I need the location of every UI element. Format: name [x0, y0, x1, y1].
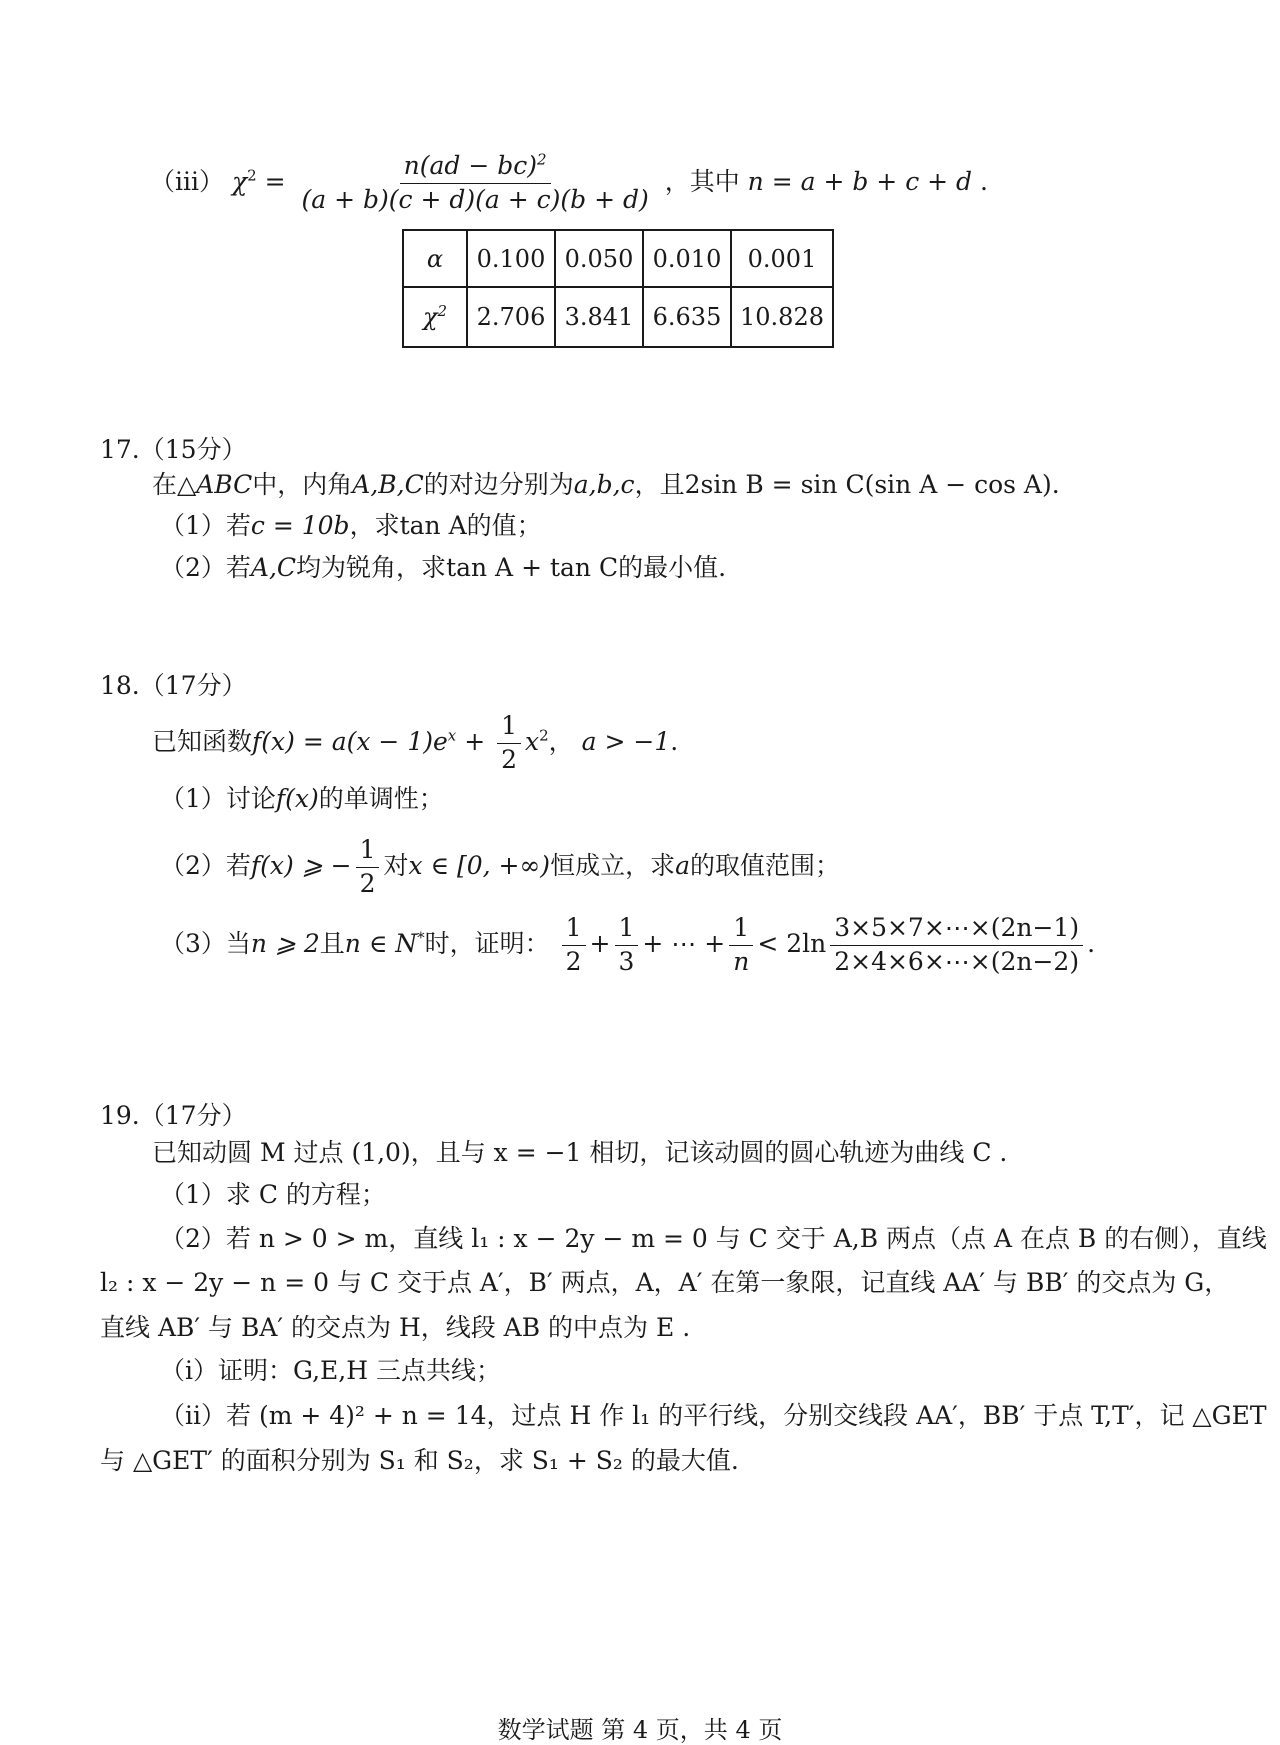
formula-label: （iii） — [150, 166, 224, 196]
n-definition: n = a + b + c + d — [747, 166, 973, 196]
table-row — [403, 287, 833, 347]
page-footer: 数学试题 第 4 页，共 4 页 — [497, 1716, 783, 1744]
question-19-part-1: （1）求 C 的方程； — [160, 1180, 386, 1209]
question-19-part-2-i: （i）证明：G,E,H 三点共线； — [160, 1356, 501, 1385]
question-17-part-1: （1）若c = 10b，求tan A的值； — [160, 511, 542, 540]
table-cell: 0.100 — [467, 230, 555, 287]
question-number: 18. — [100, 671, 140, 700]
formula-iii: （iii） $\chi^2$ = $\frac{n(ad - bc)^2}{(a + b)(c + d)(a + c)(b + d)}$ ，其中 n = a + b + c + d . — [150, 150, 988, 214]
question-19-stem: 已知动圆 M 过点 (1,0)，且与 x = −1 相切，记该动圆的圆心轨迹为曲线 C . — [152, 1138, 1008, 1167]
question-17-part-2: （2）若A,C均为锐角，求tan A + tan C的最小值. — [160, 553, 727, 582]
table-cell: 0.001 — [731, 230, 833, 287]
question-18-part-3: （3）当n ⩾ 2且n ∈ N*时，证明： $\frac{1}{2}$ + $\frac{1}{3}$ + ⋯ + $\frac{1}{n}$ < 2ln $\frac{3\times 5\times 7\times\cdots\times(2n-1)}{2\times 4\times 6\times\cdots\times(2n-2)}$ . — [160, 913, 1096, 976]
table-cell: 0.010 — [643, 230, 731, 287]
table-row — [403, 230, 833, 287]
question-score: （15分） — [139, 435, 247, 464]
table-cell: 3.841 — [555, 287, 643, 347]
question-score: （17分） — [139, 1101, 247, 1130]
question-19-part-2-line-3: 直线 AB′ 与 BA′ 的交点为 H，线段 AB 的中点为 E . — [100, 1313, 691, 1342]
table-cell: 6.635 — [643, 287, 731, 347]
chi-square-fraction: $\frac{n(ad - bc)^2}{(a + b)(c + d)(a + c)(b + d)}$ — [301, 150, 649, 214]
question-19-part-2-ii-line-2: 与 △GET′ 的面积分别为 S₁ 和 S₂，求 S₁ + S₂ 的最大值. — [100, 1446, 739, 1475]
question-18-part-2: （2）若f(x) ⩾ − $\frac{1}{2}$ 对x ∈ [0, +∞)恒成立，求a的取值范围； — [160, 835, 840, 898]
question-18-header — [100, 666, 247, 702]
question-19-part-2-line-1: （2）若 n > 0 > m，直线 l₁ : x − 2y − m = 0 与 C 交于 A,B 两点（点 A 在点 B 的右侧），直线 — [160, 1224, 1267, 1253]
question-19-part-2-line-2: l₂ : x − 2y − n = 0 与 C 交于点 A′，B′ 两点，A，A′ 在第一象限，记直线 AA′ 与 BB′ 的交点为 G， — [100, 1268, 1230, 1297]
question-19-part-2-ii-line-1: （ii）若 (m + 4)² + n = 14，过点 H 作 l₁ 的平行线，分别交线段 AA′，BB′ 于点 T,T′，记 △GET — [160, 1401, 1267, 1430]
question-score: （17分） — [139, 671, 247, 700]
question-number: 17. — [100, 435, 140, 464]
table-cell: 10.828 — [731, 287, 833, 347]
question-17-header — [100, 430, 247, 466]
chi-symbol: χ — [231, 166, 248, 196]
chi-square-table — [402, 229, 834, 348]
table-cell: $\chi^2$ — [403, 287, 467, 347]
question-19-header — [100, 1096, 247, 1132]
table-cell: 0.050 — [555, 230, 643, 287]
table-cell: α — [403, 230, 467, 287]
question-18-stem: 已知函数$f(x) = a(x - 1)e^x$ + $\frac{1}{2}$ $x^2$， a > −1. — [152, 711, 679, 774]
formula-where: ，其中 — [664, 166, 740, 196]
question-18-part-1: （1）讨论f(x)的单调性； — [160, 784, 444, 813]
question-number: 19. — [100, 1101, 140, 1130]
question-17-stem: 在△ABC中，内角A,B,C的对边分别为a,b,c，且2sin B = sin C(sin A − cos A). — [152, 470, 1060, 499]
table-cell: 2.706 — [467, 287, 555, 347]
